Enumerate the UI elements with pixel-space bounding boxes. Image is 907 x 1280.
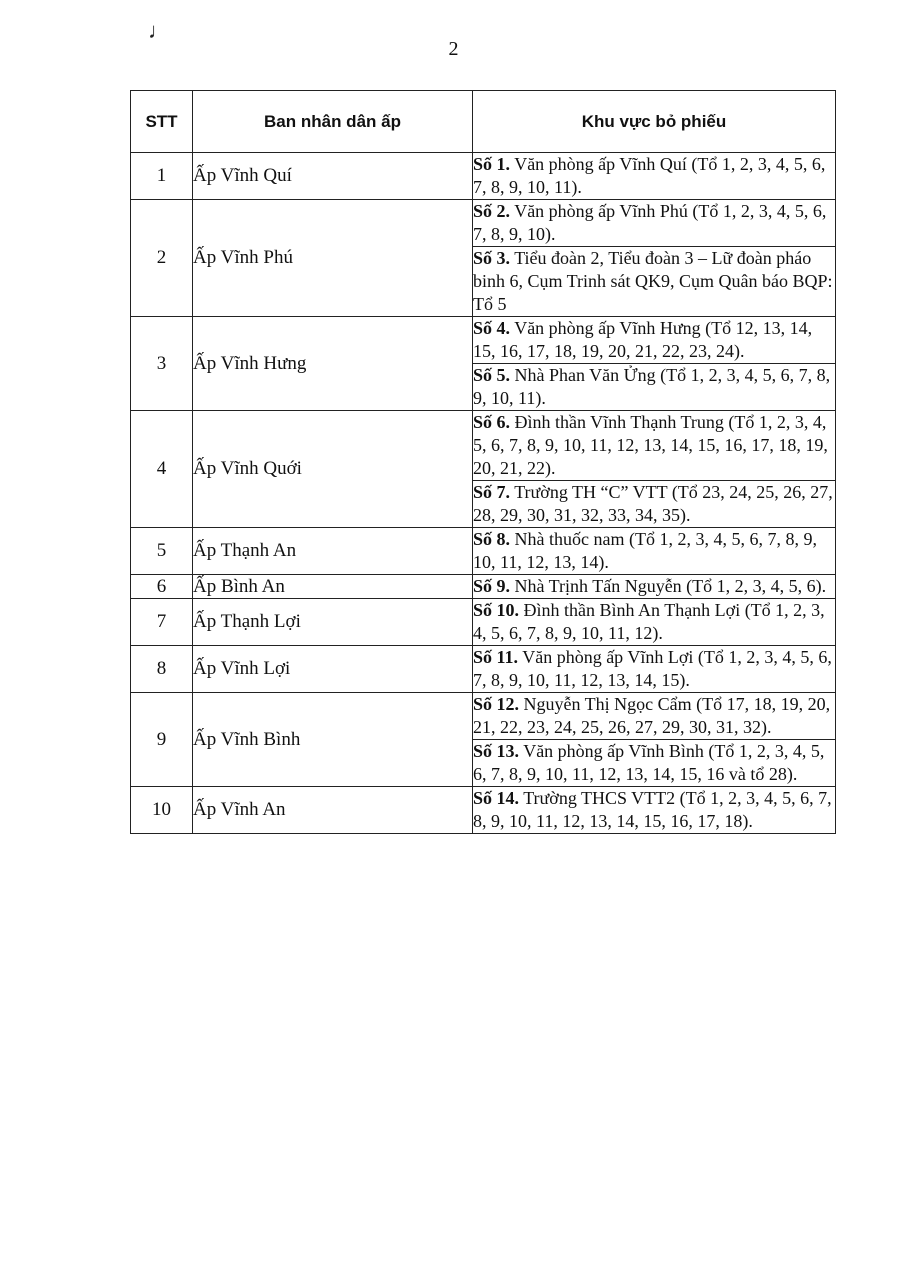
cell-stt: 5 [131, 528, 193, 575]
polling-area-number: Số 1. [473, 154, 511, 174]
column-header-ban-nhan-dan-ap: Ban nhân dân ấp [193, 91, 473, 153]
cell-stt: 7 [131, 599, 193, 646]
cell-khu-vuc [473, 247, 836, 317]
polling-area-number: Số 14. [473, 788, 520, 808]
polling-area-description: Nguyễn Thị Ngọc Cẩm (Tổ 17, 18, 19, 20, 21, 22, 23, 24, 25, 26, 27, 29, 30, 31, 32). [473, 694, 831, 737]
cell-khu-vuc [473, 481, 836, 528]
cell-stt: 3 [131, 317, 193, 411]
table-body [131, 153, 836, 834]
polling-area-number: Số 7. [473, 482, 511, 502]
table-row [131, 528, 836, 575]
cell-khu-vuc [473, 364, 836, 411]
table-row [131, 599, 836, 646]
cell-ap-name: Ấp Bình An [193, 575, 473, 599]
cell-khu-vuc [473, 528, 836, 575]
page-number: 2 [448, 38, 459, 60]
cell-ap-name: Ấp Thạnh An [193, 528, 473, 575]
handwritten-mark: ♩ [148, 18, 170, 43]
cell-khu-vuc [473, 575, 836, 599]
table-row [131, 646, 836, 693]
polling-area-description: Đình thần Bình An Thạnh Lợi (Tổ 1, 2, 3, 4, 5, 6, 7, 8, 9, 10, 11, 12). [473, 600, 825, 643]
polling-area-number: Số 6. [473, 412, 511, 432]
cell-ap-name: Ấp Vĩnh Quí [193, 153, 473, 200]
cell-stt: 10 [131, 787, 193, 834]
cell-stt: 4 [131, 411, 193, 528]
polling-area-number: Số 5. [473, 365, 511, 385]
polling-area-description: Nhà Phan Văn Ửng (Tổ 1, 2, 3, 4, 5, 6, 7, 8, 9, 10, 11). [473, 365, 831, 408]
cell-khu-vuc [473, 200, 836, 247]
table-row [131, 153, 836, 200]
polling-area-description: Văn phòng ấp Vĩnh Quí (Tổ 1, 2, 3, 4, 5, 6, 7, 8, 9, 10, 11). [473, 154, 826, 197]
cell-khu-vuc [473, 646, 836, 693]
column-header-stt: STT [131, 91, 193, 153]
cell-stt: 9 [131, 693, 193, 787]
cell-ap-name: Ấp Vĩnh Hưng [193, 317, 473, 411]
cell-khu-vuc [473, 787, 836, 834]
polling-area-number: Số 2. [473, 201, 511, 221]
cell-ap-name: Ấp Vĩnh Phú [193, 200, 473, 317]
cell-khu-vuc [473, 411, 836, 481]
polling-area-table [130, 90, 836, 834]
polling-area-description: Đình thần Vĩnh Thạnh Trung (Tổ 1, 2, 3, 4, 5, 6, 7, 8, 9, 10, 11, 12, 13, 14, 15, 16, 17, 18, 19, 20, 21, 22). [473, 412, 828, 478]
table-row [131, 317, 836, 364]
polling-area-description: Văn phòng ấp Vĩnh Hưng (Tổ 12, 13, 14, 15, 16, 17, 18, 19, 20, 21, 22, 23, 24). [473, 318, 813, 361]
polling-area-description: Nhà Trịnh Tấn Nguyễn (Tổ 1, 2, 3, 4, 5, 6). [510, 576, 827, 596]
column-header-khu-vuc: Khu vực bỏ phiếu [473, 91, 836, 153]
cell-stt: 2 [131, 200, 193, 317]
polling-area-description: Văn phòng ấp Vĩnh Phú (Tổ 1, 2, 3, 4, 5, 6, 7, 8, 9, 10). [473, 201, 827, 244]
polling-area-number: Số 13. [473, 741, 520, 761]
cell-ap-name: Ấp Vĩnh An [193, 787, 473, 834]
polling-area-number: Số 4. [473, 318, 511, 338]
polling-area-number: Số 11. [473, 647, 519, 667]
cell-stt: 1 [131, 153, 193, 200]
polling-area-description: Văn phòng ấp Vĩnh Lợi (Tổ 1, 2, 3, 4, 5, 6, 7, 8, 9, 10, 11, 12, 13, 14, 15). [473, 647, 832, 690]
table-row [131, 787, 836, 834]
polling-area-number: Số 3. [473, 248, 511, 268]
polling-area-description: Văn phòng ấp Vĩnh Bình (Tổ 1, 2, 3, 4, 5, 6, 7, 8, 9, 10, 11, 12, 13, 14, 15, 16 và tổ 28). [473, 741, 825, 784]
cell-khu-vuc [473, 740, 836, 787]
polling-area-number: Số 12. [473, 694, 520, 714]
table-row [131, 411, 836, 481]
cell-khu-vuc [473, 693, 836, 740]
cell-khu-vuc [473, 599, 836, 646]
cell-ap-name: Ấp Vĩnh Lợi [193, 646, 473, 693]
table-row [131, 575, 836, 599]
polling-area-description: Tiểu đoàn 2, Tiểu đoàn 3 – Lữ đoàn pháo binh 6, Cụm Trinh sát QK9, Cụm Quân báo BQP: Tổ 5 [473, 248, 833, 314]
table-row [131, 200, 836, 247]
cell-ap-name: Ấp Vĩnh Bình [193, 693, 473, 787]
cell-khu-vuc [473, 153, 836, 200]
polling-area-number: Số 8. [473, 529, 511, 549]
polling-area-description: Nhà thuốc nam (Tổ 1, 2, 3, 4, 5, 6, 7, 8, 9, 10, 11, 12, 13, 14). [473, 529, 817, 572]
cell-ap-name: Ấp Vĩnh Quới [193, 411, 473, 528]
cell-stt: 8 [131, 646, 193, 693]
table-header-row [131, 91, 836, 153]
cell-stt: 6 [131, 575, 193, 599]
polling-area-number: Số 10. [473, 600, 520, 620]
cell-ap-name: Ấp Thạnh Lợi [193, 599, 473, 646]
polling-area-description: Trường TH “C” VTT (Tổ 23, 24, 25, 26, 27, 28, 29, 30, 31, 32, 33, 34, 35). [473, 482, 833, 525]
table-row [131, 693, 836, 740]
polling-area-number: Số 9. [473, 576, 511, 596]
cell-khu-vuc [473, 317, 836, 364]
polling-area-description: Trường THCS VTT2 (Tổ 1, 2, 3, 4, 5, 6, 7, 8, 9, 10, 11, 12, 13, 14, 15, 16, 17, 18). [473, 788, 832, 831]
